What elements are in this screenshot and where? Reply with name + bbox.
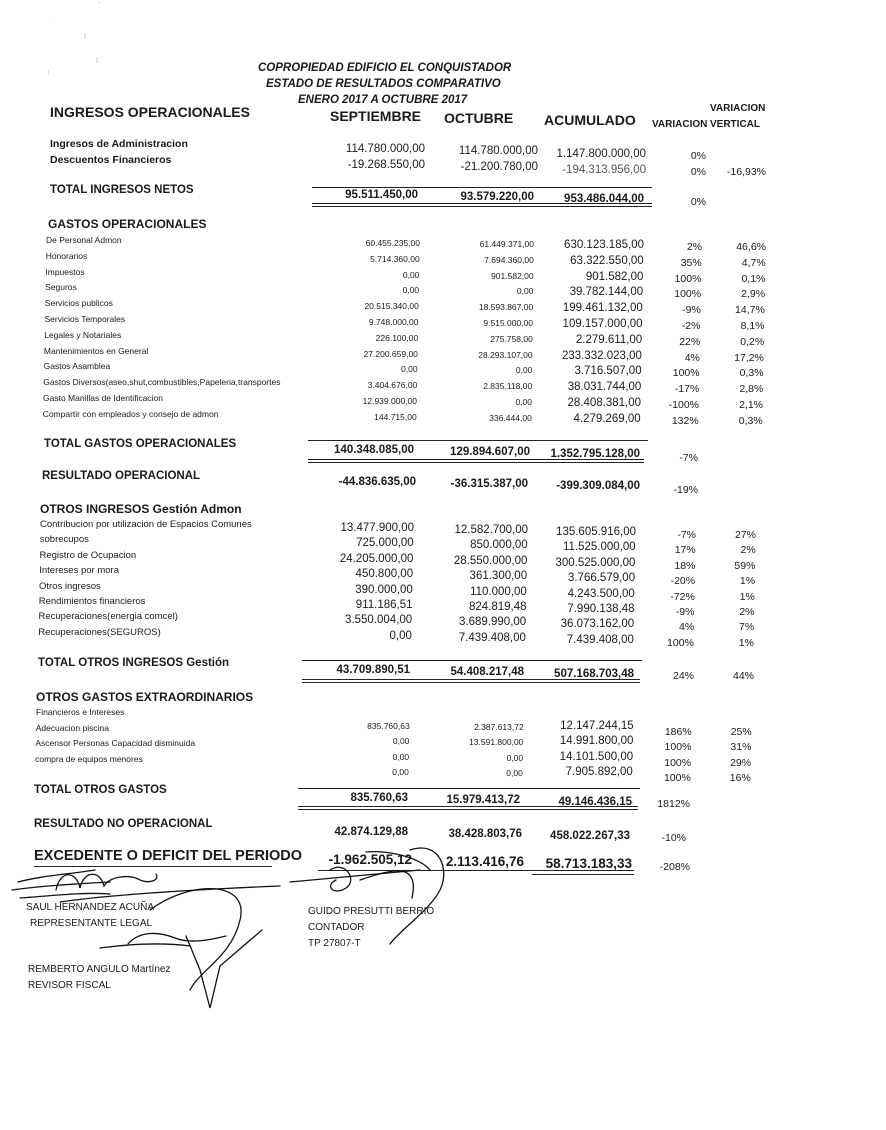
resultado-operacional-variacion: -19% — [673, 484, 698, 496]
cell-variacion: 2% — [686, 241, 702, 253]
cell-acumulado: 901.582,00 — [585, 270, 644, 283]
cell-acumulado: 630.123.185,00 — [564, 239, 644, 251]
cell-acumulado: 11.525.000,00 — [563, 541, 636, 554]
scan-speck: · — [52, 18, 55, 25]
cell-vertical: 29% — [730, 756, 752, 769]
cell-octubre: 824.819,48 — [468, 601, 527, 613]
cell-variacion: -100% — [668, 399, 699, 411]
cell-vertical: -16,93% — [726, 166, 766, 178]
cell-acumulado: 233.332.023,00 — [561, 349, 642, 362]
cell-octubre: 901.582,00 — [491, 270, 534, 281]
excedente-octubre: 2.113.416,76 — [445, 854, 524, 869]
cell-octubre: 2.835.118,00 — [483, 381, 533, 392]
cell-vertical: 17,2% — [734, 351, 764, 364]
cell-septiembre: 20.515.340,00 — [364, 301, 419, 312]
total-gastos-octubre: 129.894.607,00 — [450, 446, 530, 458]
cell-variacion: 186% — [664, 725, 692, 738]
row-label: Rendimientos financieros — [38, 596, 146, 607]
total-double-rule — [298, 806, 638, 810]
cell-variacion: 4% — [684, 351, 700, 364]
cell-vertical: 7% — [739, 621, 755, 634]
cell-septiembre: 12.939.000,00 — [362, 396, 417, 406]
cell-octubre: -21.200.780,00 — [460, 161, 538, 173]
cell-vertical: 27% — [734, 529, 756, 541]
column-header-variacion-top: VARIACION — [710, 103, 766, 114]
cell-variacion: 0% — [690, 166, 706, 178]
row-label: Gastos Asamblea — [43, 361, 111, 372]
doc-title-report: ESTADO DE RESULTADOS COMPARATIVO — [266, 78, 501, 90]
cell-vertical: 1% — [739, 575, 756, 588]
cell-septiembre: 450.800,00 — [355, 568, 414, 581]
cell-variacion: -72% — [670, 590, 695, 603]
cell-vertical: 2,8% — [739, 383, 764, 396]
scan-speck: ᵎ — [48, 70, 50, 77]
cell-vertical: 2% — [739, 606, 755, 618]
cell-septiembre: -19.268.550,00 — [347, 159, 425, 171]
cell-septiembre: 13.477.900,00 — [340, 522, 414, 534]
row-label: compra de equipos menores — [35, 753, 143, 764]
cell-vertical: 2,9% — [741, 288, 766, 301]
cell-octubre: 61.449.371,00 — [479, 239, 534, 249]
cell-octubre: 0,00 — [516, 286, 534, 297]
cell-octubre: 275.758,00 — [490, 333, 533, 344]
cell-acumulado: 135.605.916,00 — [556, 526, 636, 538]
total-otros-ingresos-septiembre: 43.709.890,51 — [336, 664, 410, 676]
cell-acumulado: 63.322.550,00 — [570, 254, 644, 267]
cell-acumulado: -194.313.956,00 — [562, 164, 646, 176]
cell-octubre: 0,00 — [506, 768, 523, 779]
cell-variacion: -17% — [674, 383, 700, 396]
cell-acumulado: 12.147.244,15 — [560, 719, 634, 732]
row-label: Compartir con empleados y consejo de admon — [42, 408, 219, 419]
cell-variacion: 17% — [674, 544, 696, 557]
cell-variacion: -7% — [677, 529, 696, 541]
cell-septiembre: 144.715,00 — [374, 411, 417, 422]
row-label: Mantenimientos en General — [43, 345, 149, 356]
column-header-septiembre: SEPTIEMBRE — [330, 108, 422, 124]
handwritten-signatures — [0, 840, 886, 1040]
cell-octubre: 3.689.990,00 — [459, 616, 527, 629]
cell-octubre: 13.591.800,00 — [469, 737, 524, 748]
cell-vertical: 25% — [730, 725, 752, 738]
row-label: Adecuacion piscina — [35, 722, 109, 733]
excedente-septiembre: -1.962.505,12 — [328, 852, 412, 867]
cell-vertical: 1% — [739, 590, 755, 603]
cell-septiembre: 0,00 — [402, 269, 420, 280]
cell-variacion: -9% — [682, 304, 701, 317]
row-label: Servicios publicos — [44, 298, 113, 309]
cell-vertical: 0,1% — [741, 272, 766, 285]
cell-acumulado: 109.157.000,00 — [562, 318, 643, 330]
cell-acumulado: 7.439.408,00 — [566, 633, 634, 646]
row-label: Legales y Notariales — [44, 329, 122, 340]
row-label: Recuperaciones(energia comcel) — [38, 611, 178, 623]
cell-acumulado: 3.766.579,00 — [567, 572, 636, 585]
cell-septiembre: 60.455.235,00 — [365, 238, 420, 248]
total-gastos-label: TOTAL GASTOS OPERACIONALES — [44, 438, 237, 450]
cell-octubre: 28.550.000,00 — [453, 554, 528, 567]
excedente-acumulado: 58.713.183,33 — [545, 856, 632, 871]
cell-vertical: 16% — [729, 772, 751, 785]
section-otros-gastos: OTROS GASTOS EXTRAORDINARIOS — [36, 690, 254, 704]
cell-acumulado: 39.782.144,00 — [569, 286, 644, 299]
row-label: Intereses por mora — [39, 565, 119, 577]
row-label: Ingresos de Administracion — [50, 138, 188, 150]
cell-acumulado: 38.031.744,00 — [567, 381, 642, 394]
cell-acumulado: 7.905.892,00 — [565, 766, 633, 779]
resultado-operacional-label: RESULTADO OPERACIONAL — [42, 470, 201, 482]
cell-vertical: 4,7% — [741, 256, 766, 269]
signature-name-contador: GUIDO PRESUTTI BERRIO — [308, 906, 435, 917]
cell-variacion: 4% — [679, 621, 695, 634]
cell-acumulado: 1.147.800.000,00 — [556, 148, 646, 160]
cell-acumulado: 300.525.000,00 — [555, 556, 636, 569]
cell-septiembre: 5.714.360,00 — [370, 253, 420, 264]
excedente-variacion: -208% — [659, 861, 690, 873]
cell-variacion: 132% — [671, 414, 699, 427]
cell-septiembre: 835.760,63 — [367, 720, 410, 731]
total-ingresos-variacion: 0% — [690, 196, 706, 208]
total-rule — [308, 440, 648, 441]
section-otros-ingresos: OTROS INGRESOS Gestión Admon — [40, 502, 242, 516]
cell-vertical: 0,3% — [739, 367, 764, 380]
row-label: Financieros e Intereses — [36, 707, 125, 717]
cell-septiembre: 0,00 — [389, 629, 412, 642]
cell-septiembre: 911.186,51 — [355, 599, 413, 611]
cell-octubre: 336.444,00 — [489, 412, 532, 423]
total-double-rule — [312, 203, 652, 207]
cell-variacion: 18% — [674, 559, 696, 572]
resultado-no-operacional-septiembre: 42.874.129,88 — [334, 826, 408, 838]
cell-septiembre: 226.100,00 — [375, 332, 419, 343]
scan-speck: ī — [96, 58, 98, 65]
section-ingresos-operacionales: INGRESOS OPERACIONALES — [50, 104, 250, 120]
resultado-no-operacional-label: RESULTADO NO OPERACIONAL — [34, 818, 213, 830]
signature-role-representante: REPRESENTANTE LEGAL — [30, 918, 153, 929]
cell-variacion: 0% — [690, 150, 706, 162]
total-gastos-septiembre: 140.348.085,00 — [334, 444, 414, 456]
cell-variacion: 100% — [667, 636, 694, 649]
cell-acumulado: 4.279.269,00 — [573, 412, 641, 425]
column-header-variacion: VARIACION — [652, 119, 708, 130]
cell-acumulado: 36.073.162,00 — [560, 618, 635, 631]
total-double-rule — [308, 459, 644, 463]
total-rule — [298, 788, 640, 789]
row-label: Recuperaciones(SEGUROS) — [38, 626, 161, 638]
cell-septiembre: 0,00 — [392, 751, 410, 762]
cell-vertical: 8,1% — [740, 320, 765, 332]
resultado-no-operacional-acumulado: 458.022.267,33 — [550, 830, 630, 842]
resultado-operacional-septiembre: -44.836.635,00 — [338, 476, 416, 488]
row-label: sobrecupos — [39, 534, 89, 546]
cell-septiembre: 0,00 — [392, 736, 410, 747]
row-label: Contribucion por utilizacion de Espacios Comunes — [40, 519, 252, 530]
total-ingresos-acumulado: 953.486.044,00 — [564, 193, 644, 205]
excedente-label: EXCEDENTE O DEFICIT DEL PERIODO — [34, 848, 303, 864]
cell-octubre: 28.293.107,00 — [478, 349, 533, 360]
row-label: Registro de Ocupacion — [39, 549, 137, 561]
total-rule — [302, 660, 642, 661]
cell-vertical: 2% — [740, 544, 756, 557]
cell-octubre: 12.582.700,00 — [454, 524, 528, 536]
cell-septiembre: 725.000,00 — [356, 537, 414, 550]
total-otros-gastos-octubre: 15.979.413,72 — [446, 794, 520, 806]
cell-acumulado: 14.991.800,00 — [559, 735, 634, 748]
cell-octubre: 0,00 — [515, 365, 533, 376]
cell-variacion: 22% — [679, 335, 701, 348]
cell-octubre: 2.387.613,72 — [474, 721, 524, 732]
cell-septiembre: 0,00 — [401, 364, 418, 375]
scan-speck: ī — [84, 34, 86, 41]
cell-octubre: 9.515.000,00 — [483, 318, 533, 328]
cell-variacion: 100% — [664, 741, 692, 754]
cell-variacion: 100% — [674, 272, 702, 285]
scan-speck: - — [98, 0, 101, 7]
cell-octubre: 18.593.867,00 — [478, 302, 534, 313]
cell-septiembre: 27.200.659,00 — [363, 348, 418, 359]
total-otros-gastos-label: TOTAL OTROS GASTOS — [34, 784, 167, 796]
cell-octubre: 114.780.000,00 — [458, 145, 538, 157]
doc-title-company: COPROPIEDAD EDIFICIO EL CONQUISTADOR — [258, 62, 512, 74]
total-otros-ingresos-label: TOTAL OTROS INGRESOS Gestión — [38, 657, 230, 669]
row-label: Servicios Temporales — [44, 314, 126, 324]
total-gastos-variacion: -7% — [679, 452, 698, 464]
cell-acumulado: 3.716.507,00 — [574, 365, 642, 378]
total-rule — [312, 187, 652, 188]
cell-octubre: 110.000,00 — [470, 585, 527, 598]
cell-variacion: 35% — [680, 256, 702, 269]
cell-vertical: 0,3% — [738, 414, 763, 427]
row-label: Gasto Manillas de Identificacion — [43, 393, 164, 403]
cell-septiembre: 114.780.000,00 — [345, 143, 425, 155]
resultado-operacional-octubre: -36.315.387,00 — [450, 478, 528, 490]
column-header-vertical: VERTICAL — [710, 119, 760, 130]
total-otros-gastos-acumulado: 49.146.436,15 — [558, 796, 632, 808]
cell-septiembre: 0,00 — [402, 285, 420, 296]
cell-acumulado: 2.279.611,00 — [575, 333, 643, 346]
row-label: Ascensor Personas Capacidad disminuida — [35, 738, 196, 749]
row-label: Seguros — [45, 282, 77, 293]
total-otros-ingresos-acumulado: 507.168.703,48 — [554, 668, 634, 680]
row-label: Gastos Diversos(aseo,shut,combustibles,Papeleria,transportes — [43, 377, 281, 388]
cell-variacion: -9% — [675, 606, 695, 618]
total-gastos-acumulado: 1.352.795.128,00 — [550, 448, 640, 460]
cell-acumulado: 7.990.138,48 — [567, 603, 635, 615]
resultado-operacional-acumulado: -399.309.084,00 — [556, 480, 640, 492]
cell-variacion: 100% — [664, 756, 692, 769]
row-label: Honorarios — [45, 250, 88, 261]
signature-role-contador: CONTADOR — [308, 922, 365, 933]
cell-vertical: 1% — [738, 636, 754, 649]
cell-septiembre: 9.748.000,00 — [368, 317, 419, 327]
total-double-rule — [302, 679, 640, 683]
cell-septiembre: 0,00 — [392, 767, 409, 778]
cell-acumulado: 14.101.500,00 — [559, 750, 634, 763]
cell-vertical: 59% — [734, 559, 756, 572]
cell-octubre: 7.439.408,00 — [458, 631, 526, 644]
cell-variacion: 100% — [663, 772, 691, 785]
cell-vertical: 14,7% — [735, 304, 765, 317]
cell-octubre: 850.000,00 — [470, 539, 528, 552]
cell-variacion: 100% — [672, 367, 700, 380]
cell-octubre: 0,00 — [515, 397, 532, 407]
signature-name-representante: SAUL HERNANDEZ ACUÑA — [26, 902, 154, 913]
cell-vertical: 0,2% — [740, 335, 765, 348]
cell-variacion: 100% — [674, 288, 702, 301]
signature-role-revisor: REVISOR FISCAL — [28, 980, 111, 991]
total-ingresos-label: TOTAL INGRESOS NETOS — [50, 184, 194, 196]
row-label: Impuestos — [45, 266, 85, 277]
row-label: De Personal Admon — [46, 235, 122, 245]
cell-variacion: -2% — [681, 320, 701, 332]
total-otros-ingresos-vertical: 44% — [732, 670, 754, 682]
total-ingresos-octubre: 93.579.220,00 — [460, 191, 534, 203]
total-otros-gastos-variacion: 1812% — [657, 798, 690, 810]
cell-octubre: 361.300,00 — [469, 570, 528, 583]
row-label: Descuentos Financieros — [50, 154, 172, 166]
signature-tp-contador: TP 27807-T — [308, 938, 361, 949]
cell-septiembre: 3.404.676,00 — [367, 380, 418, 391]
resultado-no-operacional-octubre: 38.428.803,76 — [448, 828, 522, 840]
total-otros-ingresos-variacion: 24% — [672, 670, 694, 682]
cell-variacion: -20% — [670, 575, 696, 588]
total-ingresos-septiembre: 95.511.450,00 — [345, 189, 418, 201]
cell-acumulado: 4.243.500,00 — [567, 587, 635, 600]
column-header-acumulado: ACUMULADO — [544, 112, 636, 128]
signature-name-revisor: REMBERTO ANGULO Martínez — [28, 964, 171, 975]
cell-acumulado: 199.461.132,00 — [562, 302, 643, 315]
resultado-no-operacional-variacion: -10% — [661, 832, 686, 844]
section-gastos-operacionales: GASTOS OPERACIONALES — [48, 217, 207, 231]
cell-vertical: 46,6% — [736, 241, 766, 253]
cell-septiembre: 3.550.004,00 — [345, 614, 413, 627]
cell-septiembre: 24.205.000,00 — [339, 552, 414, 565]
cell-octubre: 0,00 — [506, 752, 524, 763]
cell-septiembre: 390.000,00 — [355, 583, 413, 596]
cell-vertical: 2,1% — [739, 399, 763, 411]
row-label: Otros ingresos — [39, 580, 101, 592]
column-header-octubre: OCTUBRE — [444, 110, 514, 126]
total-otros-ingresos-octubre: 54.408.217,48 — [450, 666, 524, 678]
doc-title-period: ENERO 2017 A OCTUBRE 2017 — [298, 94, 468, 106]
total-otros-gastos-septiembre: 835.760,63 — [350, 792, 408, 804]
cell-vertical: 31% — [730, 741, 752, 754]
cell-acumulado: 28.408.381,00 — [567, 397, 641, 409]
cell-octubre: 7.694.360,00 — [484, 254, 534, 265]
